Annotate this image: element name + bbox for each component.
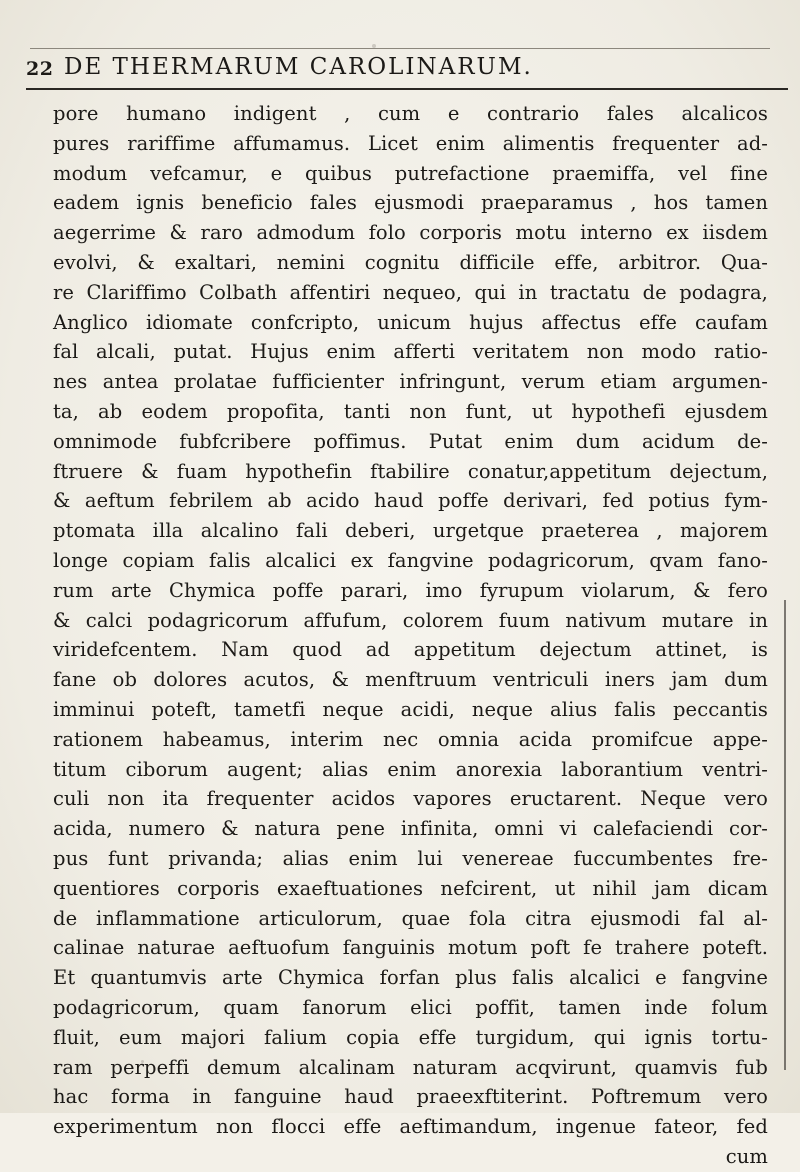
page-header bbox=[26, 52, 788, 90]
paper-speck bbox=[141, 1060, 144, 1063]
text-line: ftruere & fuam hypothefin ftabilire conatur,appetitum dejectum, bbox=[53, 459, 768, 483]
running-head: DE THERMARUM CAROLINARUM. bbox=[64, 54, 533, 80]
text-line: acida, numero & natura pene infinita, omni vi calefaciendi cor- bbox=[53, 817, 768, 841]
text-line: longe copiam falis alcalici ex fangvine podagricorum, qvam fano- bbox=[53, 548, 768, 572]
text-line: pus funt privanda; alias enim lui venereae fuccumbentes fre- bbox=[53, 846, 768, 870]
body-text bbox=[53, 99, 768, 1172]
paper-speck bbox=[372, 44, 376, 48]
text-line: eadem ignis beneficio fales ejusmodi praeparamus , hos tamen bbox=[53, 191, 768, 215]
page-number: 22 bbox=[26, 58, 54, 80]
top-rule bbox=[30, 48, 770, 49]
text-line: modum vefcamur, e quibus putrefactione praemiffa, vel fine bbox=[53, 161, 768, 185]
text-line: de inflammatione articulorum, quae fola citra ejusmodi fal al- bbox=[53, 906, 768, 930]
text-line: culi non ita frequenter acidos vapores eructarent. Neque vero bbox=[53, 787, 768, 811]
text-line: & calci podagricorum affufum, colorem fuum nativum mutare in bbox=[53, 608, 768, 632]
text-line: fluit, eum majori falium copia effe turgidum, qui ignis tortu- bbox=[53, 1025, 768, 1049]
text-line: ptomata illa alcalino fali deberi, urgetque praeterea , majorem bbox=[53, 519, 768, 543]
text-line: Anglico idiomate confcripto, unicum hujus affectus effe caufam bbox=[53, 310, 768, 334]
text-line: podagricorum, quam fanorum elici poffit, tamen inde folum bbox=[53, 995, 768, 1019]
text-line: calinae naturae aeftuofum fanguinis motum poft fe trahere poteft. bbox=[53, 936, 768, 960]
catchword: cum bbox=[725, 1144, 768, 1168]
paper-speck bbox=[596, 1002, 599, 1005]
text-line: pore humano indigent , cum e contrario fales alcalicos bbox=[53, 102, 768, 125]
text-line: imminui poteft, tametfi neque acidi, neque alius falis peccantis bbox=[53, 697, 768, 721]
text-line: aegerrime & raro admodum folo corporis motu interno ex iisdem bbox=[53, 221, 768, 245]
text-line: Et quantumvis arte Chymica forfan plus falis alcalici e fangvine bbox=[53, 966, 768, 990]
text-line: hac forma in fanguine haud praeexftiterint. Poftremum vero bbox=[53, 1085, 768, 1109]
text-line: fane ob dolores acutos, & menftruum ventriculi iners jam dum bbox=[53, 668, 768, 692]
text-line: fal alcali, putat. Hujus enim afferti veritatem non modo ratio- bbox=[53, 340, 768, 364]
text-line: & aeftum febrilem ab acido haud poffe derivari, fed potius fym- bbox=[53, 489, 768, 513]
text-line: ram perpeffi demum alcalinam naturam acqvirunt, quamvis fub bbox=[53, 1055, 768, 1079]
page-edge-shadow bbox=[784, 600, 786, 1070]
text-line: experimentum non flocci effe aeftimandum, ingenue fateor, fed bbox=[53, 1115, 768, 1139]
text-line: evolvi, & exaltari, nemini cognitu difficile effe, arbitror. Qua- bbox=[53, 250, 768, 274]
text-line: omnimode fubfcribere poffimus. Putat enim dum acidum de- bbox=[53, 429, 768, 453]
text-line: nes antea prolatae fufficienter infringunt, verum etiam argumen- bbox=[53, 370, 768, 394]
text-line: titum ciborum augent; alias enim anorexia laborantium ventri- bbox=[53, 757, 768, 781]
text-line: rationem habeamus, interim nec omnia acida promifcue appe- bbox=[53, 727, 768, 751]
text-line: rum arte Chymica poffe parari, imo fyrupum violarum, & fero bbox=[53, 578, 768, 602]
text-line: pures rariffime affumamus. Licet enim alimentis frequenter ad- bbox=[53, 131, 768, 155]
text-line: re Clariffimo Colbath affentiri nequeo, qui in tractatu de podagra, bbox=[53, 280, 768, 304]
text-line: quentiores corporis exaeftuationes nefcirent, ut nihil jam dicam bbox=[53, 876, 768, 900]
text-line: ta, ab eodem propofita, tanti non funt, ut hypothefi ejusdem bbox=[53, 399, 768, 423]
text-line: viridefcentem. Nam quod ad appetitum dejectum attinet, is bbox=[53, 638, 768, 662]
